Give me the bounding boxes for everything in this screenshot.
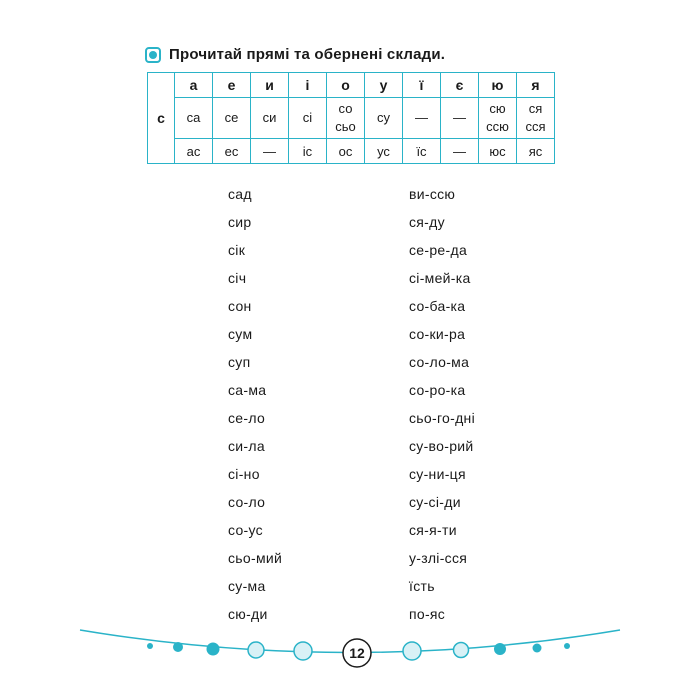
- direct-syllable-cell: сю ссю: [479, 98, 517, 139]
- reverse-syllable-cell: їс: [403, 139, 441, 164]
- word-item: су-сі-ди: [409, 494, 461, 510]
- vowel-cell: є: [441, 73, 479, 98]
- reverse-syllable-cell: яс: [517, 139, 555, 164]
- reverse-syllable-cell: ос: [327, 139, 365, 164]
- word-item: січ: [228, 270, 247, 286]
- word-item: сю-ди: [228, 606, 268, 622]
- word-item: сі-но: [228, 466, 260, 482]
- page-footer-decoration: [0, 620, 700, 680]
- direct-syllable-cell: са: [175, 98, 213, 139]
- consonant-cell: с: [148, 73, 175, 164]
- bead: [294, 642, 312, 660]
- word-item: со-ки-ра: [409, 326, 466, 342]
- word-item: со-ро-ка: [409, 382, 466, 398]
- direct-syllable-cell: —: [403, 98, 441, 139]
- reverse-syllable-cell: ес: [213, 139, 251, 164]
- vowel-cell: е: [213, 73, 251, 98]
- word-item: су-во-рий: [409, 438, 474, 454]
- word-item: ся-ду: [409, 214, 445, 230]
- vowel-cell: ї: [403, 73, 441, 98]
- word-item: їсть: [409, 578, 435, 594]
- bead: [454, 643, 469, 658]
- word-item: са-ма: [228, 382, 267, 398]
- word-item: се-ре-да: [409, 242, 468, 258]
- bead: [403, 642, 421, 660]
- word-item: сьо-мий: [228, 550, 283, 566]
- word-item: по-яс: [409, 606, 446, 622]
- bead: [248, 642, 264, 658]
- vowel-cell: о: [327, 73, 365, 98]
- vowel-cell: я: [517, 73, 555, 98]
- vowel-cell: у: [365, 73, 403, 98]
- word-item: суп: [228, 354, 251, 370]
- word-item: у-злі-сся: [409, 550, 468, 566]
- radio-target-icon: [145, 47, 161, 63]
- direct-syllable-cell: сі: [289, 98, 327, 139]
- reverse-syllable-cell: іс: [289, 139, 327, 164]
- syllable-table: [147, 72, 555, 164]
- word-item: сад: [228, 186, 252, 202]
- word-item: сон: [228, 298, 252, 314]
- word-item: сьо-го-дні: [409, 410, 475, 426]
- task-header: [145, 46, 445, 63]
- direct-syllable-cell: се: [213, 98, 251, 139]
- vowel-cell: и: [251, 73, 289, 98]
- word-item: со-ба-ка: [409, 298, 466, 314]
- direct-syllable-cell: су: [365, 98, 403, 139]
- bead: [564, 643, 570, 649]
- page-number: 12: [349, 645, 365, 661]
- vowel-cell: а: [175, 73, 213, 98]
- direct-syllable-cell: ся сся: [517, 98, 555, 139]
- reverse-syllable-cell: ус: [365, 139, 403, 164]
- word-item: су-ни-ця: [409, 466, 466, 482]
- word-item: ся-я-ти: [409, 522, 457, 538]
- bead: [533, 644, 542, 653]
- direct-syllable-cell: —: [441, 98, 479, 139]
- bead: [173, 642, 183, 652]
- word-item: сі-мей-ка: [409, 270, 471, 286]
- word-item: си-ла: [228, 438, 265, 454]
- word-item: сік: [228, 242, 246, 258]
- direct-syllable-cell: со сьо: [327, 98, 365, 139]
- word-item: со-ло: [228, 494, 266, 510]
- reverse-syllable-cell: —: [441, 139, 479, 164]
- direct-syllable-cell: си: [251, 98, 289, 139]
- word-item: сир: [228, 214, 252, 230]
- reverse-syllable-cell: —: [251, 139, 289, 164]
- reverse-syllable-cell: ас: [175, 139, 213, 164]
- word-item: со-ло-ма: [409, 354, 470, 370]
- word-list-left: [228, 180, 282, 628]
- word-item: сум: [228, 326, 253, 342]
- task-instruction: Прочитай прямі та обернені склади.: [169, 46, 446, 63]
- vowel-row: [148, 73, 555, 98]
- bead: [207, 643, 220, 656]
- word-item: се-ло: [228, 410, 266, 426]
- direct-syllable-row: [148, 98, 555, 139]
- word-list-right: [409, 180, 475, 628]
- bead: [494, 643, 506, 655]
- vowel-cell: і: [289, 73, 327, 98]
- word-item: со-ус: [228, 522, 263, 538]
- reverse-syllable-cell: юс: [479, 139, 517, 164]
- word-item: ви-ссю: [409, 186, 456, 202]
- word-item: су-ма: [228, 578, 266, 594]
- vowel-cell: ю: [479, 73, 517, 98]
- reverse-syllable-row: [148, 139, 555, 164]
- bead: [147, 643, 153, 649]
